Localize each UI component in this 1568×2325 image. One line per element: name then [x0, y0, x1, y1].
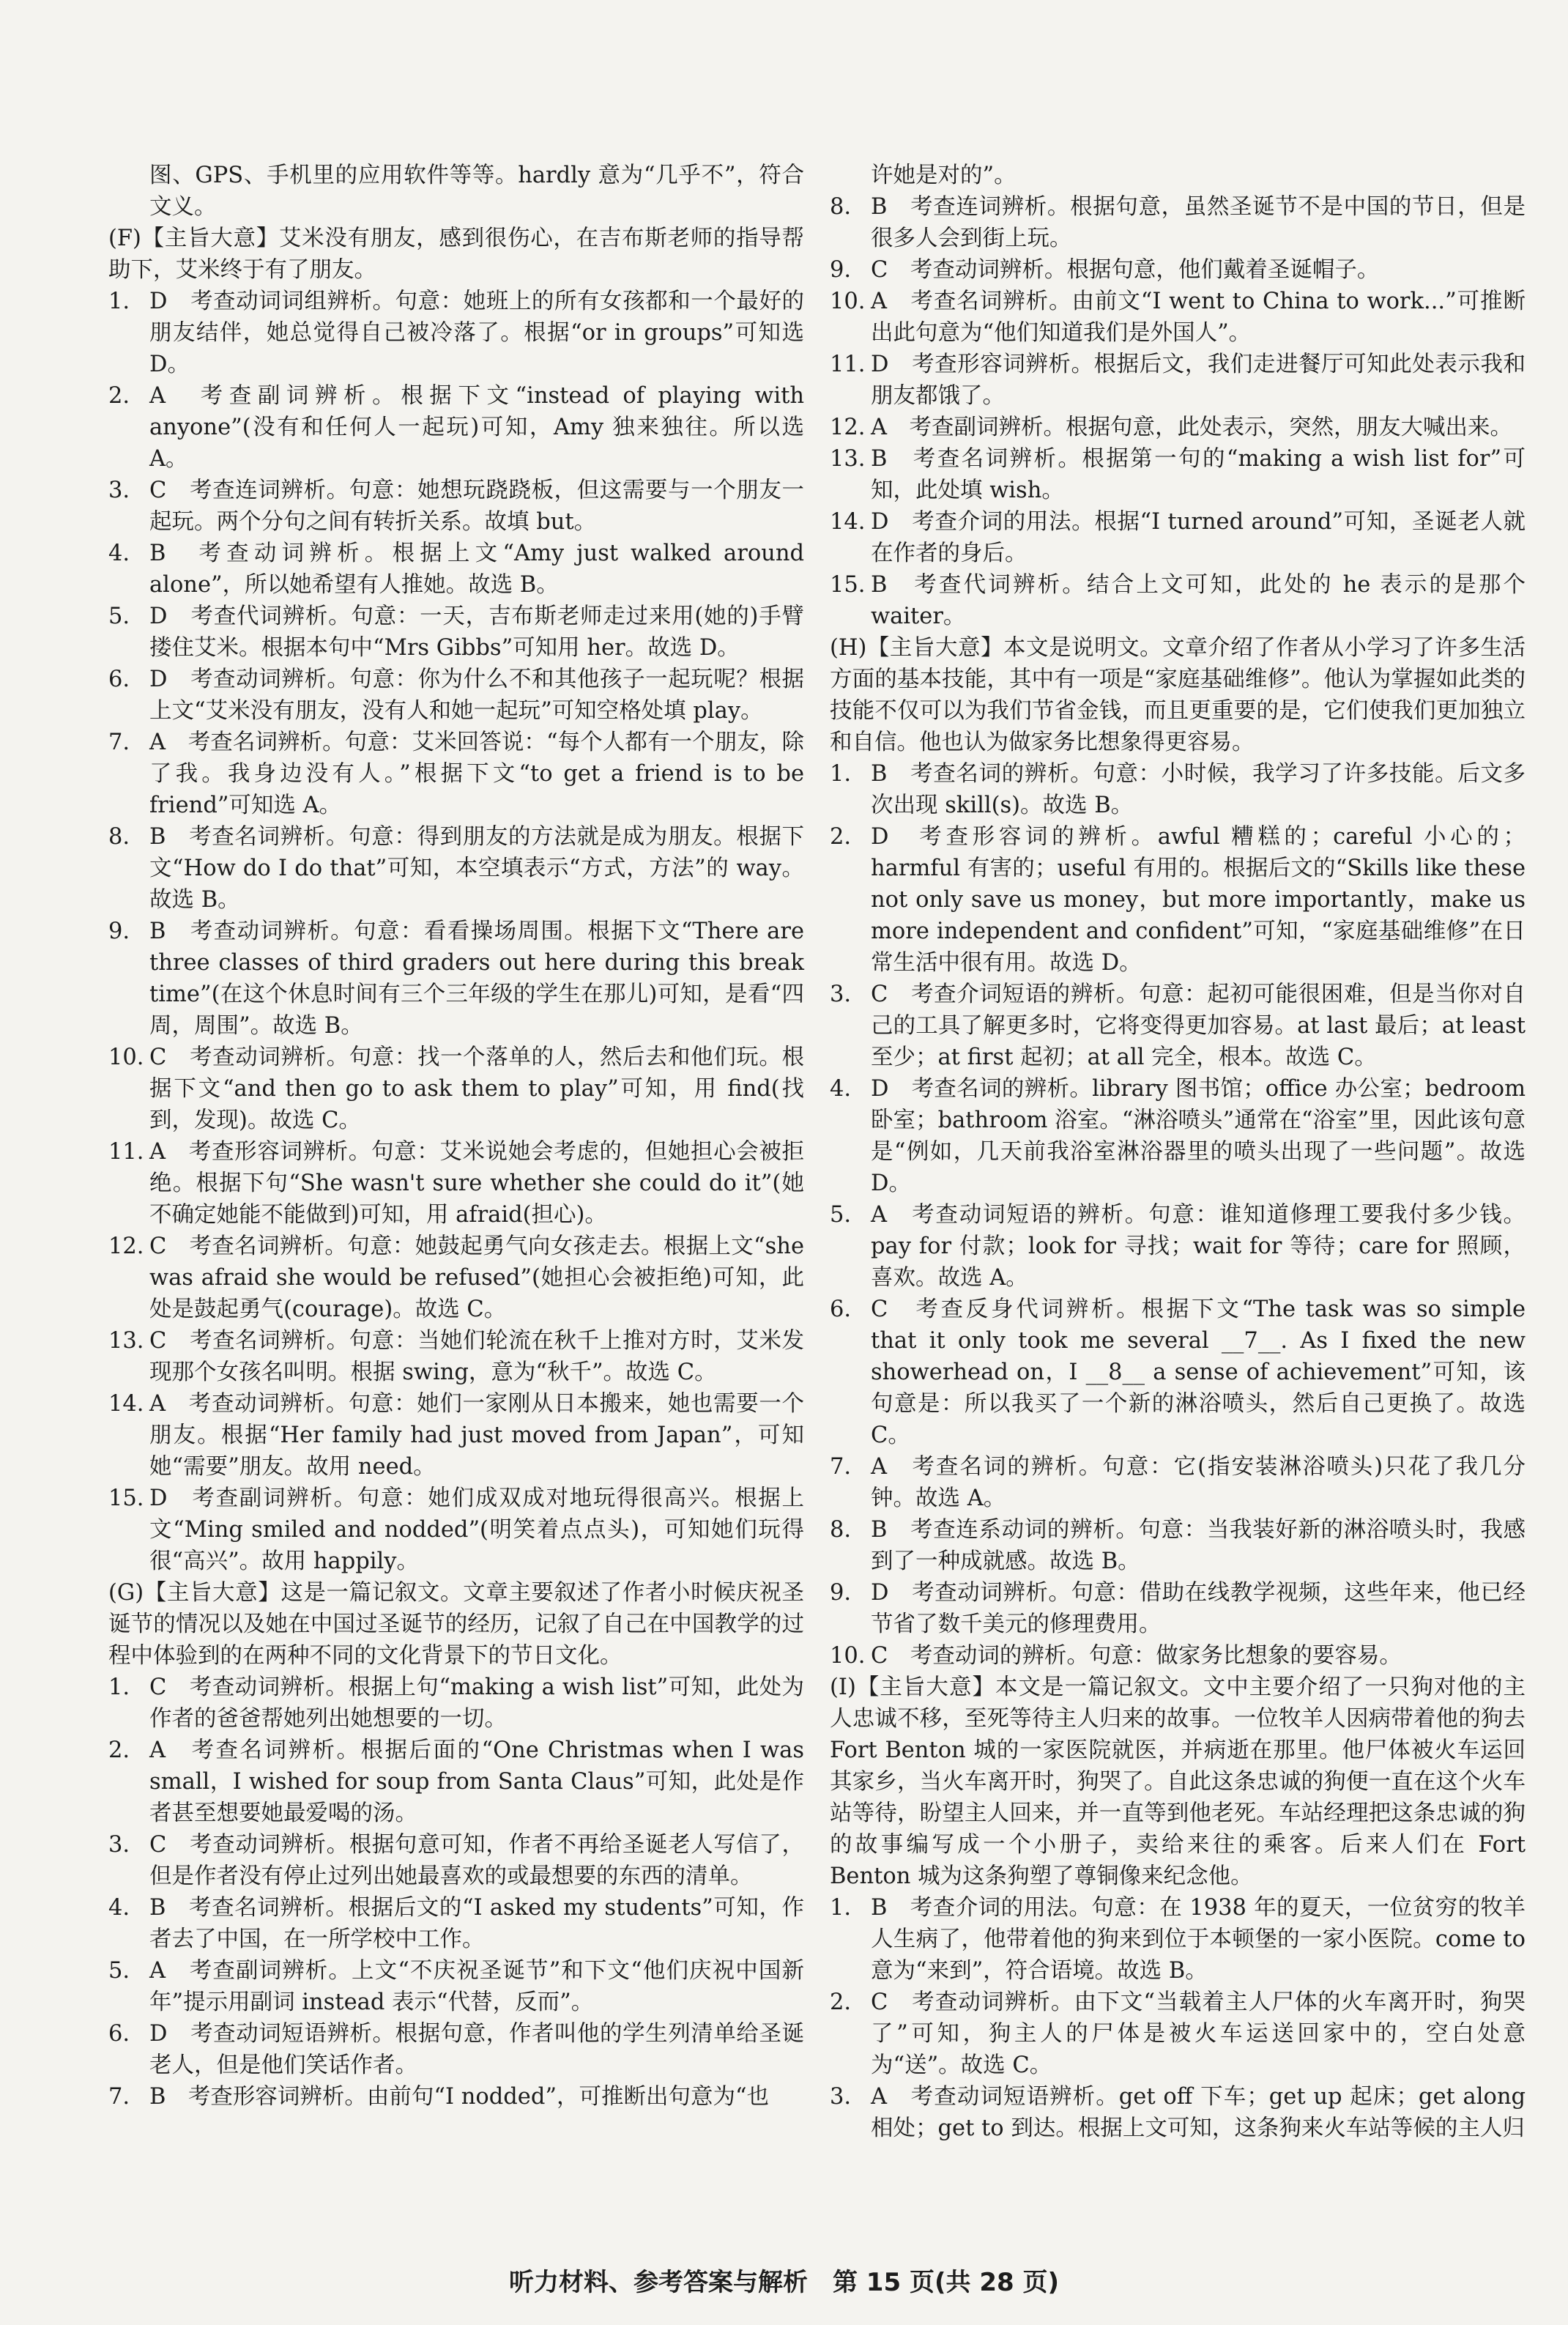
item-text: C 考查介词短语的辨析。句意：起初可能很困难，但是当你对自己的工具了解更多时，它将变得更加容易。at last 最后；at least 至少；at first 起初；at all 完全，根本。故选 C。	[871, 982, 1526, 1070]
answer-item	[830, 1451, 1526, 1514]
item-number: 12.	[108, 1234, 144, 1259]
item-text: C 考查动词辨析。根据上句“making a wish list”可知，此处为作者的爸爸帮她列出她想要的一切。	[149, 1675, 804, 1732]
item-number: 13.	[830, 446, 866, 472]
item-number: 3.	[830, 2084, 852, 2110]
item-text: A 考查动词辨析。句意：她们一家刚从日本搬来，她也需要一个朋友。根据“Her family had just moved from Japan”，可知她“需要”朋友。故用 need。	[149, 1391, 804, 1480]
answer-item	[830, 1577, 1526, 1640]
answer-item	[830, 1514, 1526, 1577]
item-number: 3.	[830, 982, 852, 1007]
answer-item	[108, 538, 804, 601]
item-text: B 考查介词的用法。句意：在 1938 年的夏天，一位贫穷的牧羊人生病了，他带着他的狗来到位于本顿堡的一家小医院。come to 意为“来到”，符合语境。故选 B。	[871, 1895, 1526, 1984]
item-number: 15.	[830, 572, 866, 598]
item-text: D 考查代词辨析。句意：一天，吉布斯老师走过来用(她的)手臂搂住艾米。根据本句中“Mrs Gibbs”可知用 her。故选 D。	[149, 604, 804, 661]
item-number: 8.	[108, 824, 130, 850]
answer-item	[108, 727, 804, 821]
passage-summary: (G)【主旨大意】这是一篇记叙文。文章主要叙述了作者小时候庆祝圣诞节的情况以及她在中国过圣诞节的经历，记叙了自己在中国教学的过程中体验到的在两种不同的文化背景下的节日文化。	[108, 1580, 804, 1669]
passage-summary: (H)【主旨大意】本文是说明文。文章介绍了作者从小学习了许多生活方面的基本技能，其中有一项是“家庭基础维修”。他认为掌握如此类的技能不仅可以为我们节省金钱，而且更重要的是，它们使我们更加独立和自信。他也认为做家务比想象得更容易。	[830, 635, 1526, 755]
item-text: D 考查动词辨析。句意：借助在线教学视频，这些年来，他已经节省了数千美元的修理费用。	[871, 1580, 1526, 1637]
right-column	[830, 160, 1526, 2144]
item-text: B 考查名词的辨析。句意：小时候，我学习了许多技能。后文多次出现 skill(s)。故选 B。	[871, 761, 1526, 818]
item-text: B 考查名词辨析。根据后文的“I asked my students”可知，作者去了中国，在一所学校中工作。	[149, 1895, 804, 1952]
answer-item	[108, 1483, 804, 1577]
item-number: 3.	[108, 1832, 130, 1858]
item-number: 15.	[108, 1486, 144, 1511]
answer-item	[108, 1231, 804, 1325]
answer-item	[108, 1955, 804, 2018]
item-text: A 考查名词辨析。由前文“I went to China to work...”可推断出此句意为“他们知道我们是外国人”。	[871, 289, 1526, 346]
answer-item	[830, 821, 1526, 979]
answer-item	[108, 1735, 804, 1829]
page-footer: 听力材料、参考答案与解析 第 15 页(共 28 页)	[508, 2268, 1060, 2297]
item-number: 14.	[108, 1391, 144, 1417]
item-number: 10.	[830, 289, 866, 314]
item-number: 6.	[108, 2021, 130, 2047]
item-text: D 考查副词辨析。句意：她们成双成对地玩得很高兴。根据上文“Ming smiled and nodded”(明笑着点点头)，可知她们玩得很“高兴”。故用 happily。	[149, 1486, 804, 1574]
item-number: 2.	[108, 383, 130, 409]
item-text: D 考查形容词辨析。根据后文，我们走进餐厅可知此处表示我和朋友都饿了。	[871, 352, 1526, 409]
answer-item	[108, 1892, 804, 1955]
answer-item	[108, 821, 804, 916]
item-text: A 考查副词辨析。根据句意，此处表示，突然，朋友大喊出来。	[871, 415, 1513, 440]
item-text: C 考查动词的辨析。句意：做家务比想象的要容易。	[871, 1643, 1402, 1669]
answer-item	[830, 1892, 1526, 1987]
item-number: 5.	[108, 604, 130, 629]
answer-item	[830, 191, 1526, 254]
answer-item	[830, 1073, 1526, 1199]
item-number: 2.	[830, 824, 852, 850]
item-number: 2.	[830, 1990, 852, 2015]
left-column	[108, 160, 804, 2113]
item-text: B 考查连词辨析。根据句意，虽然圣诞节不是中国的节日，但是很多人会到街上玩。	[871, 194, 1526, 251]
item-text: A 考查名词的辨析。句意：它(指安装淋浴喷头)只花了我几分钟。故选 A。	[871, 1454, 1526, 1511]
item-number: 10.	[830, 1643, 866, 1669]
item-text: C 考查名词辨析。句意：当她们轮流在秋千上推对方时，艾米发现那个女孩名叫明。根据 swing，意为“秋千”。故选 C。	[149, 1328, 804, 1385]
item-number: 8.	[830, 1517, 852, 1543]
item-number: 10.	[108, 1045, 144, 1070]
item-number: 6.	[830, 1297, 852, 1322]
item-text: A 考查副词辨析。上文“不庆祝圣诞节”和下文“他们庆祝中国新年”提示用副词 instead 表示“代替，反而”。	[149, 1958, 804, 2015]
item-text: B 考查名词辨析。句意：得到朋友的方法就是成为朋友。根据下文“How do I do that”可知，本空填表示“方式，方法”的 way。故选 B。	[149, 824, 804, 913]
answer-item	[830, 349, 1526, 412]
item-number: 5.	[830, 1202, 852, 1228]
item-number: 4.	[108, 541, 130, 566]
answer-item	[830, 2081, 1526, 2144]
item-number: 3.	[108, 478, 130, 503]
item-text: D 考查动词词组辨析。句意：她班上的所有女孩都和一个最好的朋友结伴，她总觉得自己被冷落了。根据“or in groups”可知选 D。	[149, 289, 804, 377]
answer-item	[108, 1042, 804, 1136]
item-text: A 考查副词辨析。根据下文“instead of playing with anyone”(没有和任何人一起玩)可知，Amy 独来独往。所以选 A。	[149, 383, 804, 472]
answer-item	[108, 1672, 804, 1735]
answer-item	[830, 1199, 1526, 1294]
continued-text: 许她是对的”。	[871, 163, 1017, 188]
answer-item	[108, 664, 804, 727]
answer-item	[108, 286, 804, 380]
answer-item	[108, 2018, 804, 2081]
item-number: 8.	[830, 194, 852, 220]
item-number: 5.	[108, 1958, 130, 1984]
item-text: A 考查形容词辨析。句意：艾米说她会考虑的，但她担心会被拒绝。根据下句“She wasn't sure whether she could do it”(她不确定她能不能做到)可知，用 afraid(担心)。	[149, 1139, 804, 1228]
item-text: D 考查动词辨析。句意：你为什么不和其他孩子一起玩呢？根据上文“艾米没有朋友，没有人和她一起玩”可知空格处填 play。	[149, 667, 804, 724]
item-number: 1.	[830, 1895, 852, 1921]
item-text: A 考查动词短语辨析。get off 下车；get up 起床；get along 相处；get to 到达。根据上文可知，这条狗来火车站等候的主人归	[871, 2084, 1526, 2141]
answer-item	[830, 443, 1526, 506]
item-text: C 考查连词辨析。句意：她想玩跷跷板，但这需要与一个朋友一起玩。两个分句之间有转折关系。故填 but。	[149, 478, 804, 535]
item-text: B 考查动词辨析。根据上文“Amy just walked around alone”，所以她希望有人推她。故选 B。	[149, 541, 804, 598]
item-number: 9.	[830, 257, 852, 283]
answer-item	[108, 1829, 804, 1892]
item-number: 1.	[830, 761, 852, 787]
item-number: 1.	[108, 1675, 130, 1700]
continued-text: 图、GPS、手机里的应用软件等等。hardly 意为“几乎不”，符合文义。	[149, 163, 804, 220]
answer-item	[108, 1388, 804, 1483]
answer-item	[830, 758, 1526, 821]
item-text: A 考查名词辨析。根据后面的“One Christmas when I was small，I wished for soup from Santa Claus”可知，此处是作者甚至想要她最爱喝的汤。	[149, 1738, 804, 1826]
item-number: 7.	[108, 2084, 130, 2110]
item-text: C 考查动词辨析。根据句意可知，作者不再给圣诞老人写信了，但是作者没有停止过列出她最喜欢的或最想要的东西的清单。	[149, 1832, 804, 1889]
item-number: 6.	[108, 667, 130, 692]
answer-item	[830, 286, 1526, 349]
item-number: 11.	[108, 1139, 144, 1165]
item-text: D 考查动词短语辨析。根据句意，作者叫他的学生列清单给圣诞老人，但是他们笑话作者。	[149, 2021, 804, 2078]
item-text: D 考查形容词的辨析。awful 糟糕的；careful 小心的；harmful 有害的；useful 有用的。根据后文的“Skills like these not only save us money，but more importantly，make us more independent and confident”可知，“家庭基础维修”在日常生活中很有用。故选 D。	[871, 824, 1526, 976]
answer-item	[108, 475, 804, 538]
item-text: C 考查动词辨析。由下文“当载着主人尸体的火车离开时，狗哭了”可知，狗主人的尸体是被火车运送回家中的，空白处意为“送”。故选 C。	[871, 1990, 1526, 2078]
item-number: 1.	[108, 289, 130, 314]
item-text: B 考查连系动词的辨析。句意：当我装好新的淋浴喷头时，我感到了一种成就感。故选 B。	[871, 1517, 1526, 1574]
answer-item	[108, 916, 804, 1042]
item-text: D 考查名词的辨析。library 图书馆；office 办公室；bedroom 卧室；bathroom 浴室。“淋浴喷头”通常在“浴室”里，因此该句意是“例如，几天前我浴室淋浴器里的喷头出现了一些问题”。故选 D。	[871, 1076, 1526, 1196]
answer-item	[830, 412, 1526, 443]
item-text: A 考查动词短语的辨析。句意：谁知道修理工要我付多少钱。pay for 付款；look for 寻找；wait for 等待；care for 照顾，喜欢。故选 A。	[871, 1202, 1526, 1291]
item-number: 4.	[108, 1895, 130, 1921]
passage-summary: (I)【主旨大意】本文是一篇记叙文。文中主要介绍了一只狗对他的主人忠诚不移，至死等待主人归来的故事。一位牧羊人因病带着他的狗去 Fort Benton 城的一家医院就医，并病逝在那里。他尸体被火车运回其家乡，当火车离开时，狗哭了。自此这条忠诚的狗便一直在这个火车站等待，盼望主人回来，并一直等到他老死。车站经理把这条忠诚的狗的故事编写成一个小册子，卖给来往的乘客。后来人们在 Fort Benton 城为这条狗塑了尊铜像来纪念他。	[830, 1675, 1526, 1889]
item-number: 7.	[108, 730, 130, 755]
answer-item	[830, 1640, 1526, 1672]
item-text: B 考查代词辨析。结合上文可知，此处的 he 表示的是那个 waiter。	[871, 572, 1526, 629]
item-text: B 考查名词辨析。根据第一句的“making a wish list for”可知，此处填 wish。	[871, 446, 1526, 503]
item-text: B 考查形容词辨析。由前句“I nodded”，可推断出句意为“也	[149, 2084, 770, 2110]
item-text: C 考查动词辨析。根据句意，他们戴着圣诞帽子。	[871, 257, 1380, 283]
item-number: 11.	[830, 352, 866, 377]
answer-item	[108, 380, 804, 475]
answer-item	[830, 979, 1526, 1073]
item-number: 7.	[830, 1454, 852, 1480]
answer-item	[830, 1294, 1526, 1451]
answer-item	[108, 1325, 804, 1388]
answer-item	[108, 601, 804, 664]
item-text: C 考查反身代词辨析。根据下文“The task was so simple that it only took me several __7__. As I fixed the new showerhead on，I __8__ a sense of achievement”可知，该句意是：所以我买了一个新的淋浴喷头，然后自己更换了。故选 C。	[871, 1297, 1526, 1448]
item-number: 4.	[830, 1076, 852, 1102]
item-text: C 考查名词辨析。句意：她鼓起勇气向女孩走去。根据上文“she was afraid she would be refused”(她担心会被拒绝)可知，此处是鼓起勇气(courage)。故选 C。	[149, 1234, 804, 1322]
item-number: 13.	[108, 1328, 144, 1354]
answer-item	[830, 1987, 1526, 2081]
item-text: C 考查动词辨析。句意：找一个落单的人，然后去和他们玩。根据下文“and then go to ask them to play”可知，用 find(找到，发现)。故选 C。	[149, 1045, 804, 1133]
item-number: 9.	[108, 919, 130, 944]
answer-item	[108, 1136, 804, 1231]
answer-item	[108, 2081, 804, 2113]
item-number: 9.	[830, 1580, 852, 1606]
item-number: 12.	[830, 415, 866, 440]
answer-item	[830, 506, 1526, 569]
passage-summary: (F)【主旨大意】艾米没有朋友，感到很伤心，在吉布斯老师的指导帮助下，艾米终于有了朋友。	[108, 226, 804, 283]
answer-item	[830, 569, 1526, 632]
item-text: B 考查动词辨析。句意：看看操场周围。根据下文“There are three classes of third graders out here during this break time”(在这个休息时间有三个三年级的学生在那儿)可知，是看“四周，周围”。故选 B。	[149, 919, 804, 1039]
item-number: 2.	[108, 1738, 130, 1763]
answer-item	[830, 254, 1526, 286]
item-text: D 考查介词的用法。根据“I turned around”可知，圣诞老人就在作者的身后。	[871, 509, 1526, 566]
item-number: 14.	[830, 509, 866, 535]
item-text: A 考查名词辨析。句意：艾米回答说：“每个人都有一个朋友，除了我。我身边没有人。”根据下文“to get a friend is to be friend”可知选 A。	[149, 730, 804, 818]
